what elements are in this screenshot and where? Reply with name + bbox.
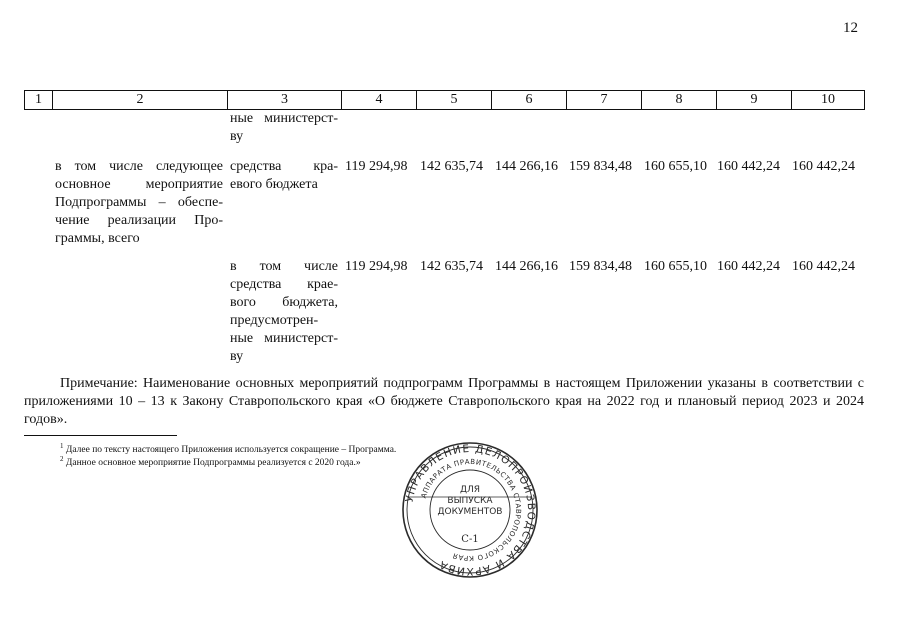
text-line: граммы, всего xyxy=(55,231,140,246)
text-line: Подпрограммы – обеспе- xyxy=(55,195,223,210)
column-number: 5 xyxy=(417,91,492,110)
text-line: вого бюджета, xyxy=(230,295,338,310)
row-sub-value-col7: 159 834,48 xyxy=(569,259,632,274)
row-main-funding-source xyxy=(230,158,338,194)
row-sub-value-col4: 119 294,98 xyxy=(345,259,408,274)
column-number: 10 xyxy=(792,91,865,110)
text-line: предусмотрен- xyxy=(230,313,319,328)
text-line: в том числе xyxy=(230,259,338,274)
text-line: чение реализации Про- xyxy=(55,213,223,228)
row-main-value-col6: 144 266,16 xyxy=(495,159,558,174)
column-number: 1 xyxy=(25,91,53,110)
footnote-mark: 2 xyxy=(60,455,64,463)
column-number: 7 xyxy=(567,91,642,110)
column-number: 4 xyxy=(342,91,417,110)
row-sub-value-col6: 144 266,16 xyxy=(495,259,558,274)
row-main-value-col8: 160 655,10 xyxy=(644,159,707,174)
row-sub-value-col10: 160 442,24 xyxy=(792,259,855,274)
text-line: ву xyxy=(230,129,244,144)
text-line: основное мероприятие xyxy=(55,177,223,192)
column-number: 6 xyxy=(492,91,567,110)
row-sub-value-col9: 160 442,24 xyxy=(717,259,780,274)
office-stamp xyxy=(400,440,540,580)
text-line: в том числе следующее xyxy=(55,159,223,174)
svg-text:ДЛЯ: ДЛЯ xyxy=(459,485,481,495)
svg-text:УПРАВЛЕНИЕ ДЕЛОПРОИЗВОДСТВА И: УПРАВЛЕНИЕ ДЕЛОПРОИЗВОДСТВА И АРХИВА xyxy=(403,442,538,578)
text-line: ву xyxy=(230,349,244,364)
row-main-value-col7: 159 834,48 xyxy=(569,159,632,174)
column-number: 2 xyxy=(53,91,228,110)
column-number: 3 xyxy=(228,91,342,110)
text-line: евого бюджета xyxy=(230,177,318,192)
continued-row-funding-source xyxy=(230,110,338,146)
row-main-value-col9: 160 442,24 xyxy=(717,159,780,174)
footnote-text: Далее по тексту настоящего Приложения используется сокращение – Программа. xyxy=(65,445,397,456)
note-paragraph: Примечание: Наименование основных мероприятий подпрограмм Программы в настоящем Приложении указаны в соответствии с приложениями 10 – 13 к Закону Ставропольского края «О бюджете Ставропольского края на 2022 год и плановый период 2023 и 2024 годов». xyxy=(24,376,864,427)
svg-text:ВЫПУСКА: ВЫПУСКА xyxy=(447,496,493,506)
footnote-divider xyxy=(24,435,177,436)
footnote-text: Данное основное мероприятие Подпрограммы реализуется с 2020 года.» xyxy=(65,458,361,469)
page-number: 12 xyxy=(843,20,858,36)
column-number: 8 xyxy=(642,91,717,110)
text-line: средства кра- xyxy=(230,159,338,174)
text-line: ные министерст- xyxy=(230,331,338,346)
column-number: 9 xyxy=(717,91,792,110)
footnote-mark: 1 xyxy=(60,442,64,450)
row-sub-value-col5: 142 635,74 xyxy=(420,259,483,274)
svg-text:С-1: С-1 xyxy=(461,534,479,545)
column-number-header xyxy=(24,90,865,110)
row-main-activity-name xyxy=(55,158,223,248)
footnote-2 xyxy=(60,453,361,469)
text-line: средства крае- xyxy=(230,277,338,292)
svg-text:АППАРАТА ПРАВИТЕЛЬСТВА СТАВРОП: АППАРАТА ПРАВИТЕЛЬСТВА СТАВРОПОЛЬСКОГО КРАЯ xyxy=(419,457,523,563)
row-main-value-col5: 142 635,74 xyxy=(420,159,483,174)
row-sub-value-col8: 160 655,10 xyxy=(644,259,707,274)
svg-text:ДОКУМЕНТОВ: ДОКУМЕНТОВ xyxy=(437,507,503,517)
text-line: ные министерст- xyxy=(230,111,338,126)
row-main-value-col4: 119 294,98 xyxy=(345,159,408,174)
row-sub-funding-source xyxy=(230,258,338,366)
row-main-value-col10: 160 442,24 xyxy=(792,159,855,174)
